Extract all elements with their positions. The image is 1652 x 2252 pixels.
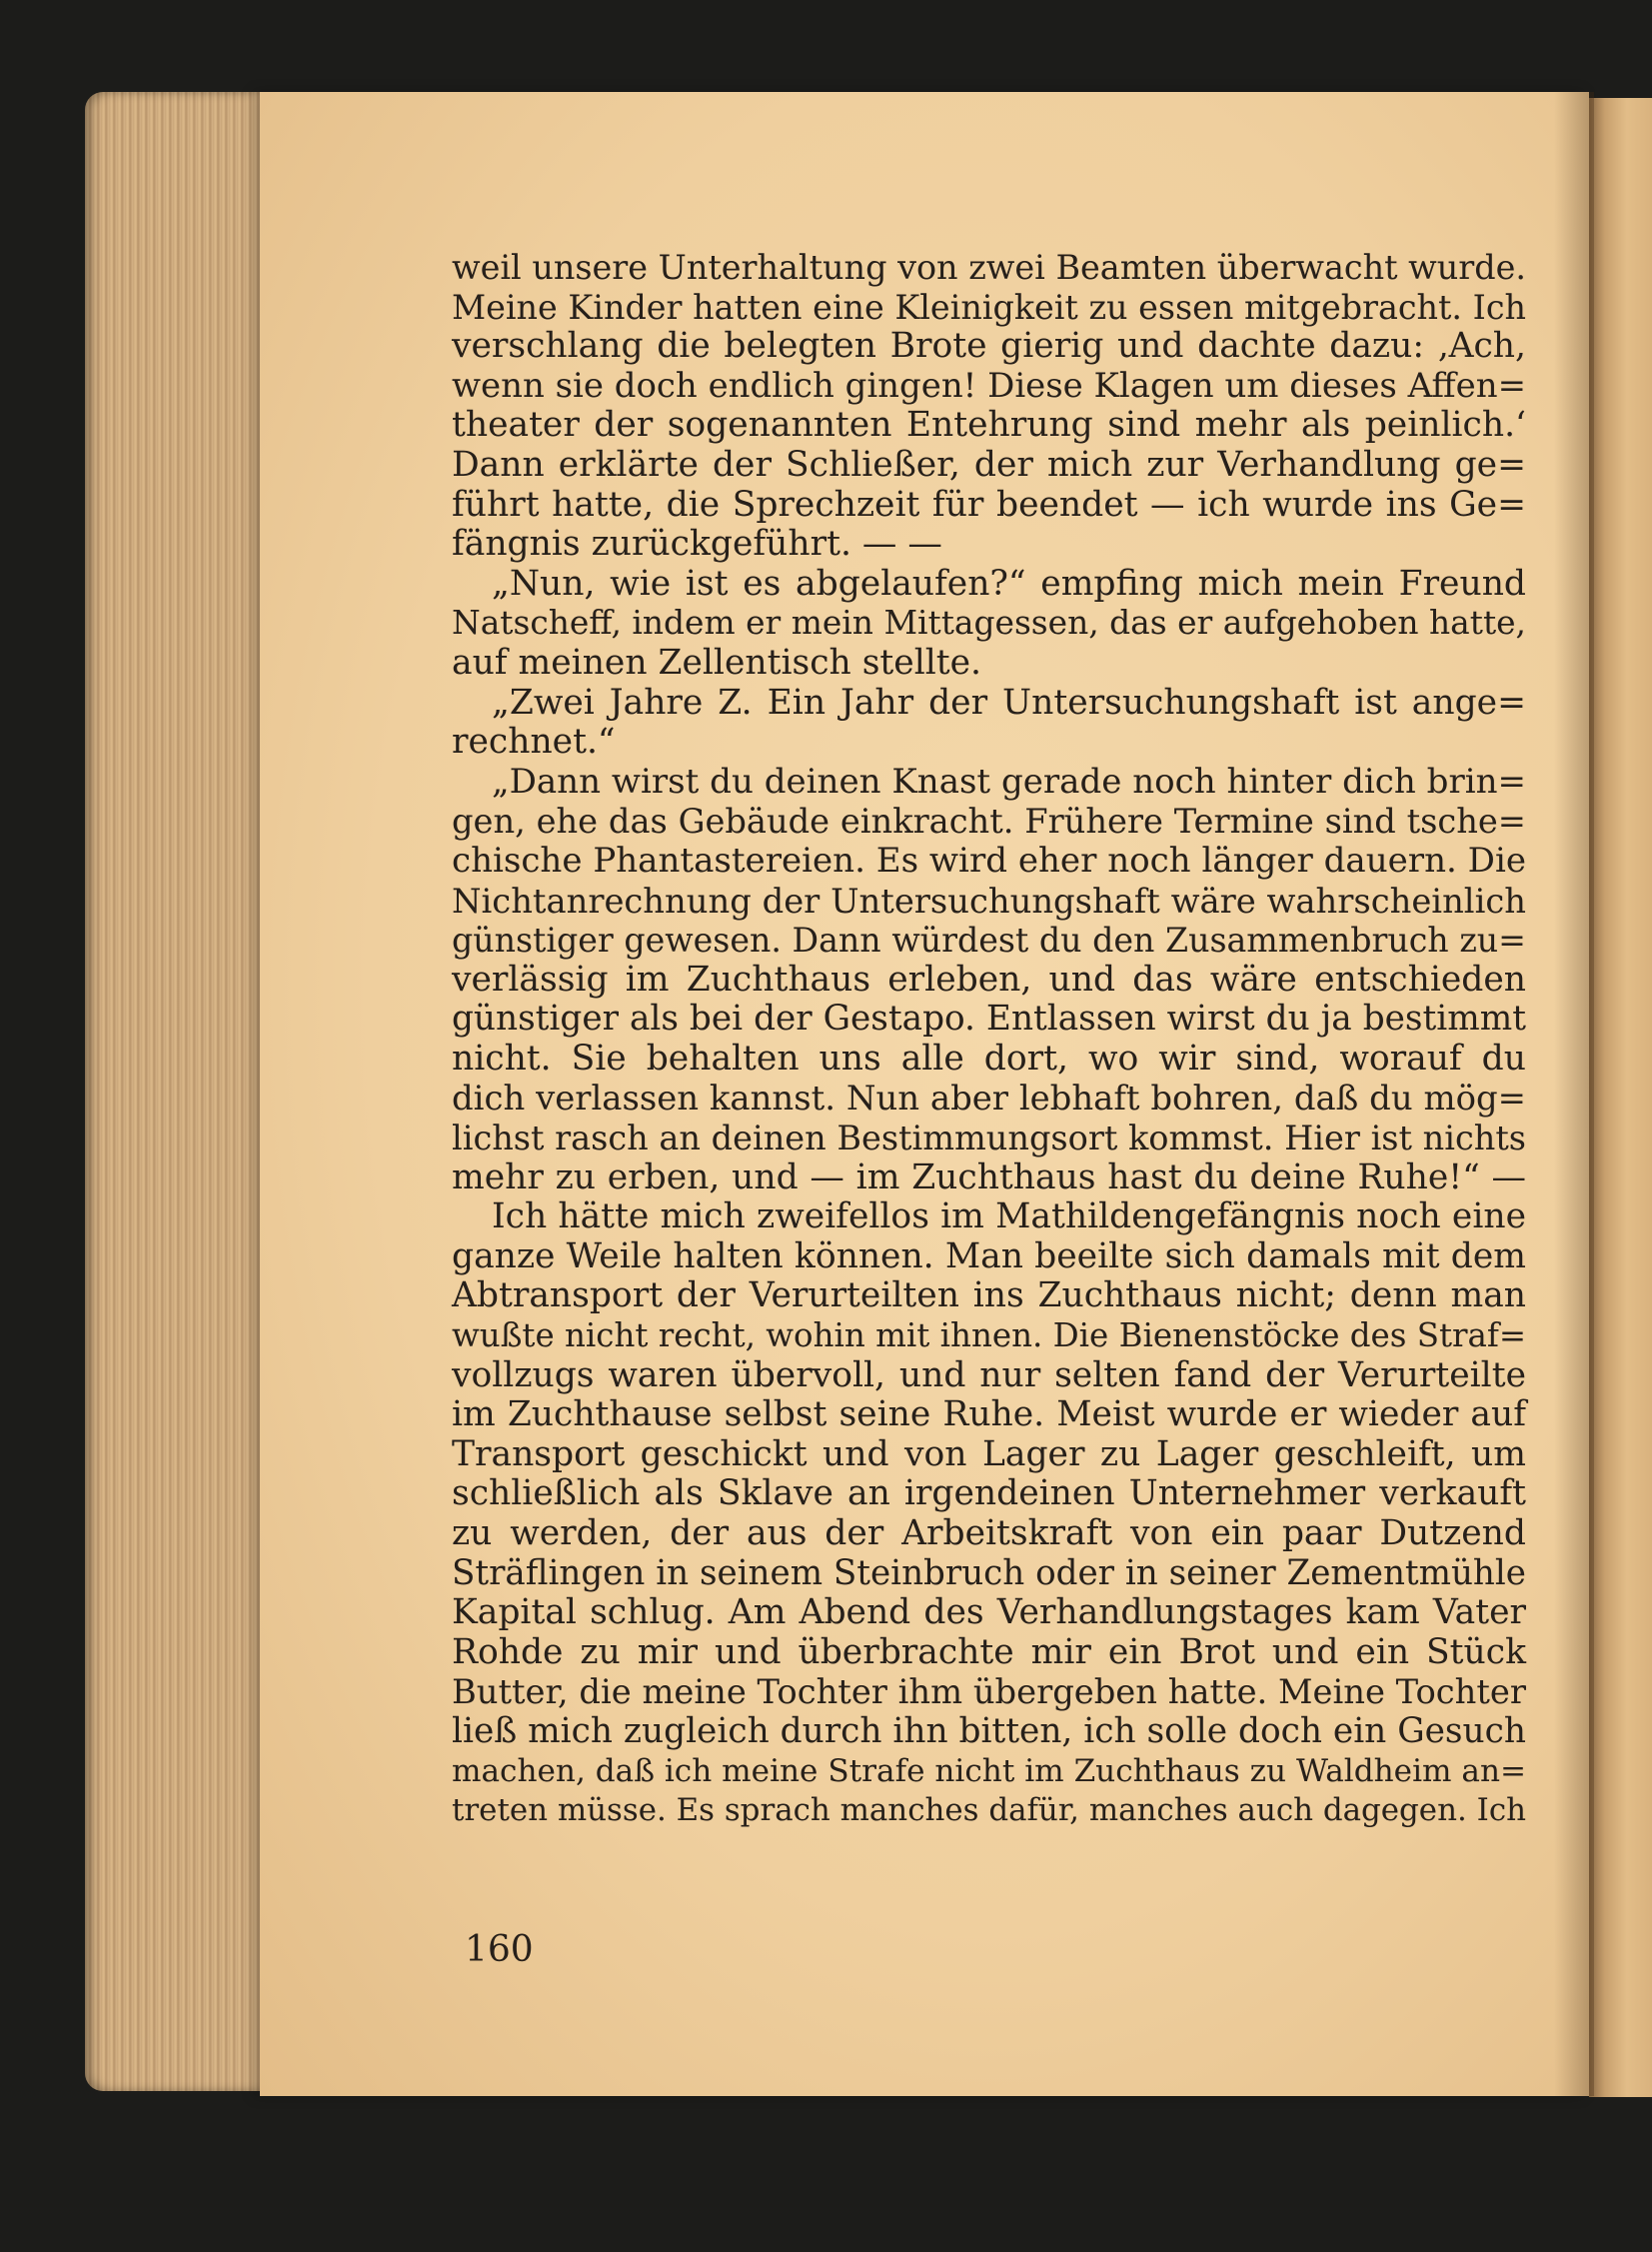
text-line: Dann erklärte der Schließer, der mich zur Verhandlung ge=: [452, 444, 1526, 485]
text-line: lichst rasch an deinen Bestimmungsort kommst. Hier ist nichts: [452, 1119, 1526, 1158]
text-line: „Zwei Jahre Z. Ein Jahr der Untersuchungshaft ist ange=: [492, 682, 1526, 723]
text-line: verschlang die belegten Brote gierig und dachte dazu: ‚Ach,: [452, 326, 1526, 367]
text-line: treten müsse. Es sprach manches dafür, manches auch dagegen. Ich: [452, 1792, 1526, 1829]
text-line: dich verlassen kannst. Nun aber lebhaft bohren, daß du mög=: [452, 1079, 1526, 1119]
text-line: wenn sie doch endlich gingen! Diese Klagen um dieses Affen=: [452, 366, 1526, 406]
text-line: günstiger gewesen. Dann würdest du den Zusammenbruch zu=: [452, 921, 1526, 961]
page-edges: [85, 92, 285, 2091]
text-line: Abtransport der Verurteilten ins Zuchthaus nicht; denn man: [452, 1275, 1526, 1316]
text-line: Ich hätte mich zweifellos im Mathildengefängnis noch eine: [492, 1196, 1526, 1237]
text-line: führt hatte, die Sprechzeit für beendet — ich wurde ins Ge=: [452, 484, 1526, 525]
text-line: theater der sogenannten Entehrung sind mehr als peinlich.‘: [452, 405, 1526, 446]
facing-page-edge: [1589, 98, 1652, 2097]
text-line: rechnet.“: [452, 722, 616, 763]
text-line: machen, daß ich meine Strafe nicht im Zuchthaus zu Waldheim an=: [452, 1752, 1527, 1789]
text-line: im Zuchthause selbst seine Ruhe. Meist wurde er wieder auf: [452, 1394, 1526, 1435]
text-line: chische Phantastereien. Es wird eher noch länger dauern. Die: [452, 840, 1526, 881]
text-line: auf meinen Zellentisch stellte.: [452, 642, 982, 683]
text-line: schließlich als Sklave an irgendeinen Unternehmer verkauft: [452, 1473, 1526, 1514]
page-number: 160: [465, 1929, 534, 1970]
gutter-shadow: [1554, 92, 1594, 2096]
text-line: nicht. Sie behalten uns alle dort, wo wir sind, worauf du: [452, 1038, 1526, 1079]
text-line: mehr zu erben, und — im Zuchthaus hast du deine Ruhe!“ —: [452, 1156, 1526, 1197]
text-line: fängnis zurückgeführt. — —: [452, 524, 942, 565]
text-line: Meine Kinder hatten eine Kleinigkeit zu essen mitgebracht. Ich: [452, 287, 1526, 327]
text-line: Natscheff, indem er mein Mittagessen, das er aufgehoben hatte,: [452, 604, 1526, 643]
text-line: Sträflingen in seinem Steinbruch oder in seiner Zementmühle: [452, 1552, 1526, 1593]
text-line: Rohde zu mir und überbrachte mir ein Brot und ein Stück: [452, 1631, 1526, 1672]
body-text: [452, 248, 1526, 1831]
text-line: Nichtanrechnung der Untersuchungshaft wäre wahrscheinlich: [452, 881, 1526, 921]
text-line: gen, ehe das Gebäude einkracht. Frühere Termine sind tsche=: [452, 802, 1526, 842]
text-line: verlässig im Zuchthaus erleben, und das wäre entschieden: [452, 959, 1526, 1000]
text-line: „Dann wirst du deinen Knast gerade noch hinter dich brin=: [492, 761, 1526, 802]
text-line: ganze Weile halten können. Man beeilte sich damals mit dem: [452, 1235, 1526, 1276]
text-line: „Nun, wie ist es abgelaufen?“ empfing mich mein Freund: [492, 563, 1526, 604]
text-line: Kapital schlug. Am Abend des Verhandlungstages kam Vater: [452, 1592, 1526, 1633]
text-line: zu werden, der aus der Arbeitskraft von ein paar Dutzend: [452, 1513, 1526, 1553]
text-line: ließ mich zugleich durch ihn bitten, ich solle doch ein Gesuch: [452, 1710, 1526, 1751]
text-line: vollzugs waren übervoll, und nur selten fand der Verurteilte: [452, 1354, 1526, 1395]
text-line: Transport geschickt und von Lager zu Lager geschleift, um: [452, 1433, 1526, 1474]
text-line: Butter, die meine Tochter ihm übergeben hatte. Meine Tochter: [452, 1672, 1526, 1712]
text-line: günstiger als bei der Gestapo. Entlassen wirst du ja bestimmt: [452, 999, 1526, 1040]
text-line: weil unsere Unterhaltung von zwei Beamten überwacht wurde.: [452, 248, 1526, 287]
text-line: wußte nicht recht, wohin mit ihnen. Die Bienenstöcke des Straf=: [452, 1316, 1527, 1355]
